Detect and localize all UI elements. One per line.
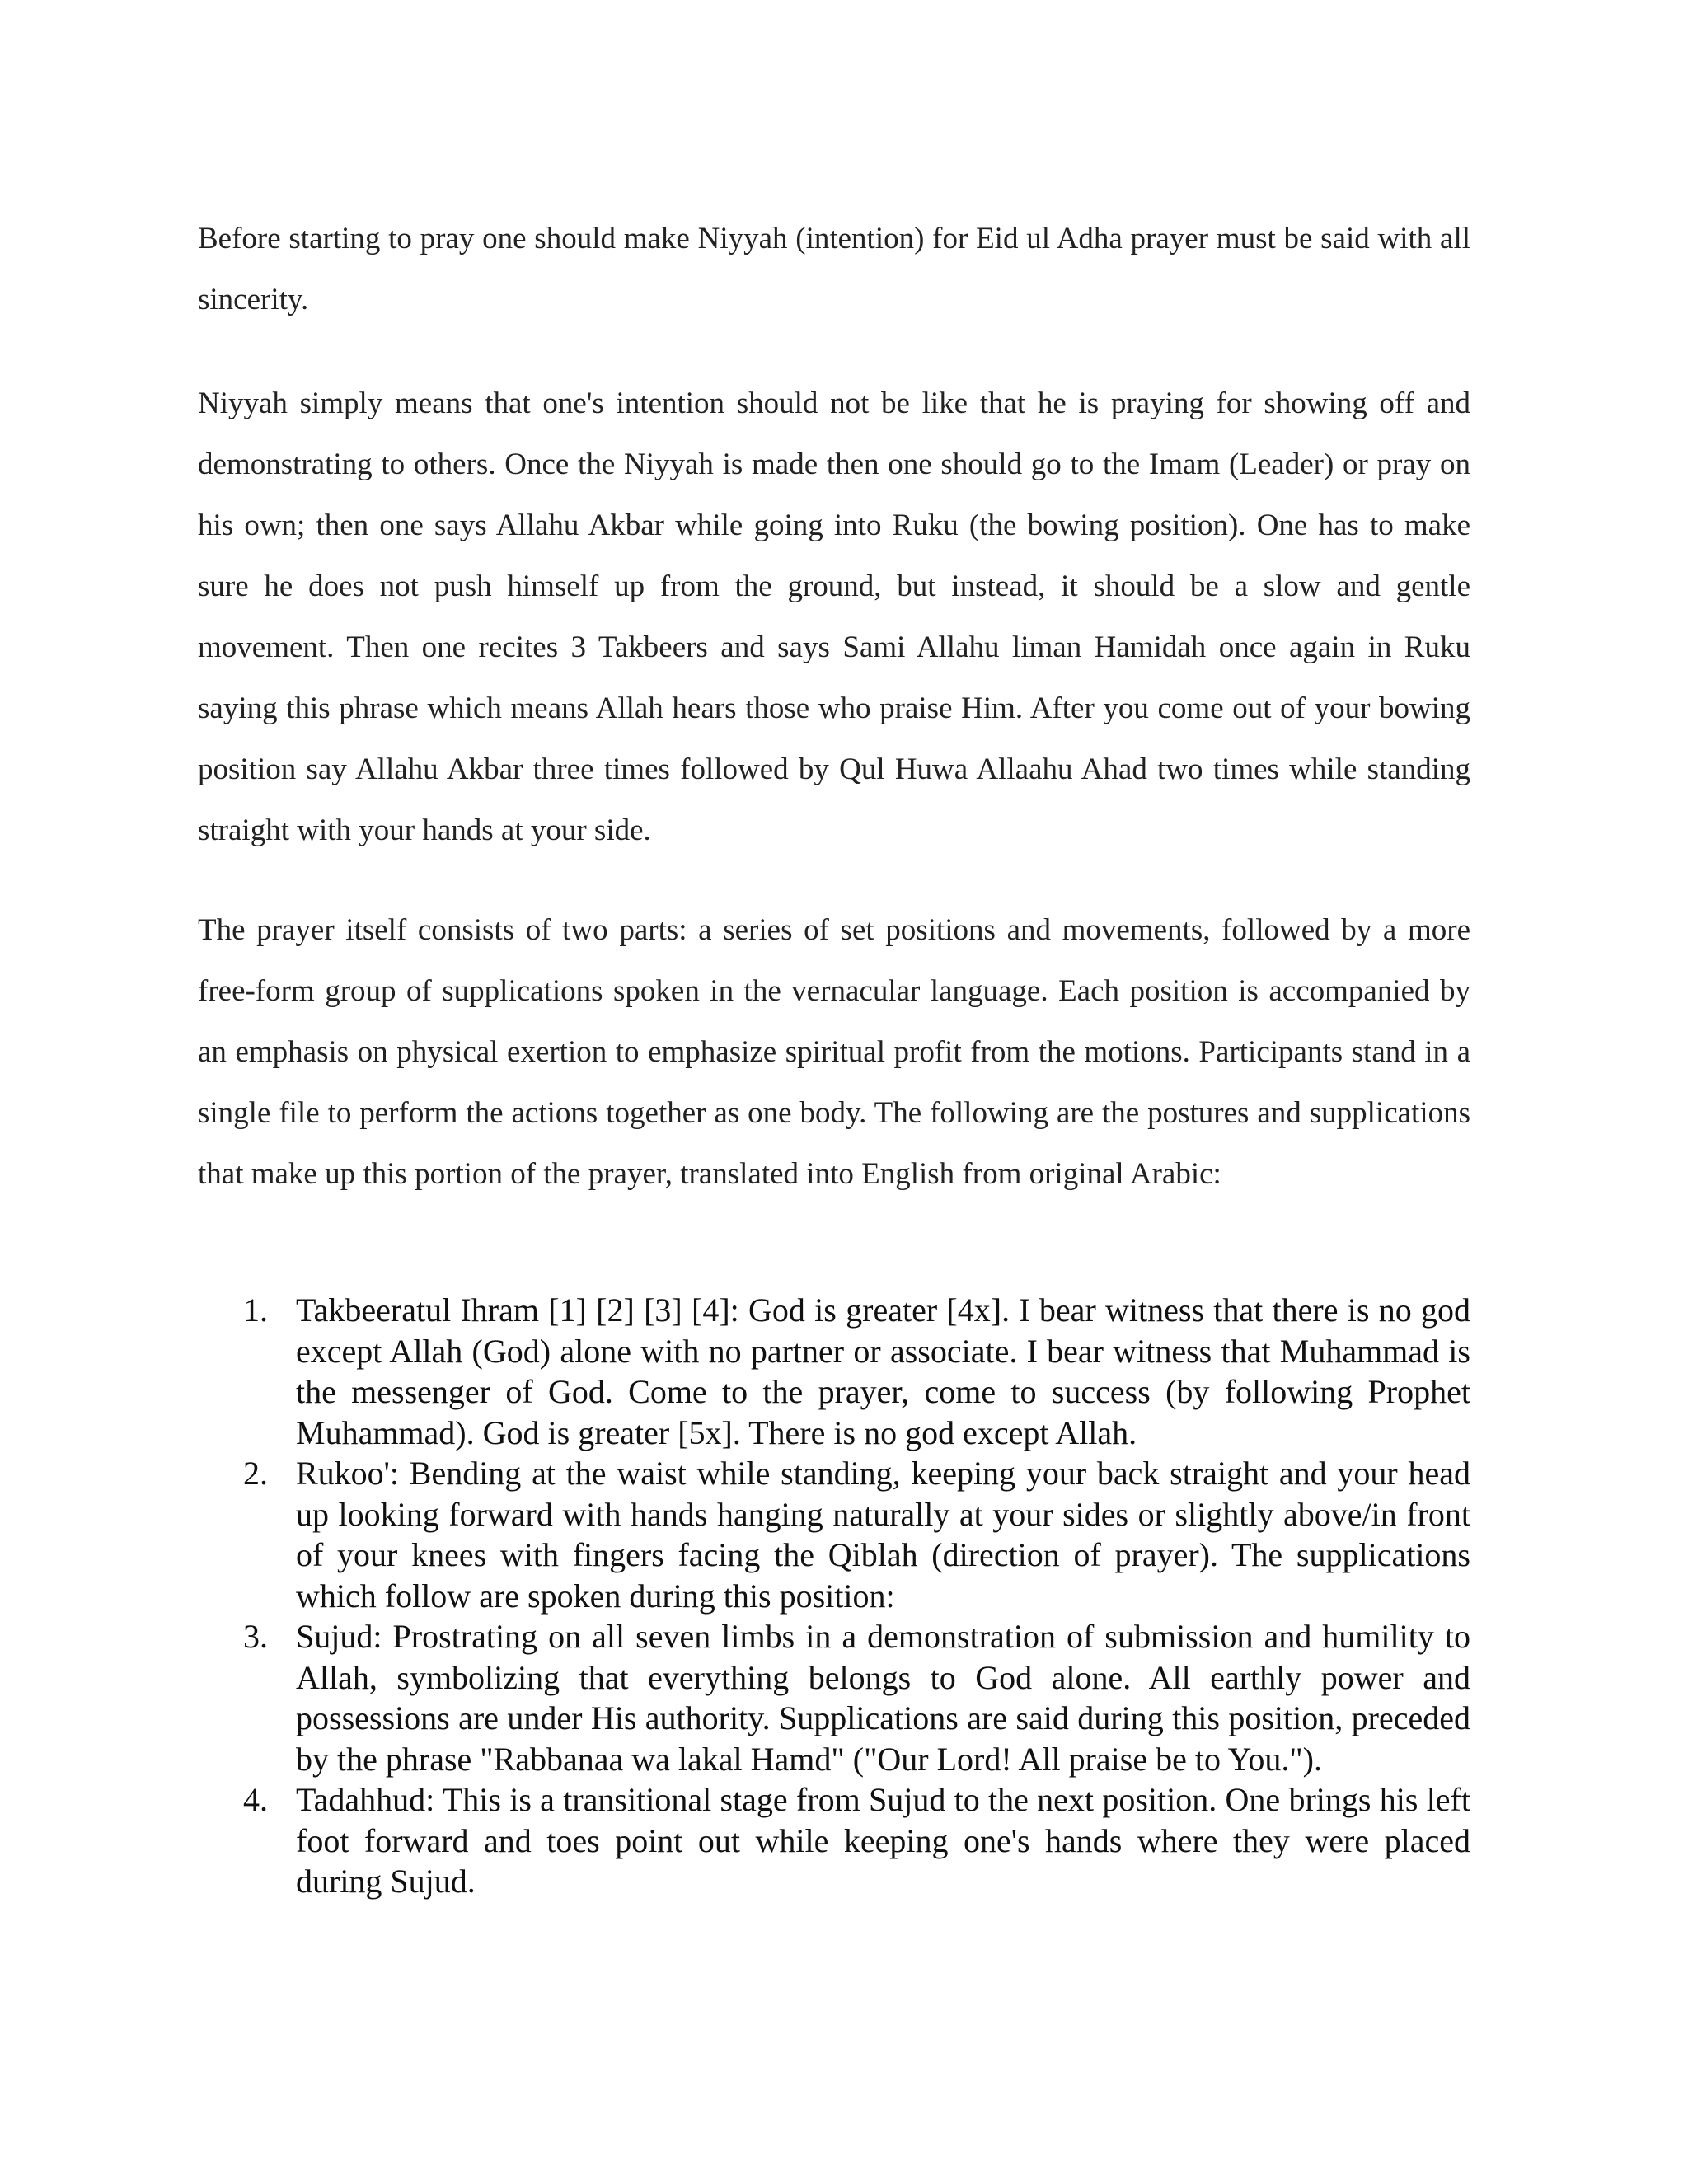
list-item-number: 3. [243,1618,268,1655]
prayer-steps-list [198,1290,1470,1902]
list-item [198,1453,1470,1616]
paragraph-niyyah-intro: Before starting to pray one should make Niyyah (intention) for Eid ul Adha prayer must be said with all sincerity. [198,222,1470,316]
list-item-number: 4. [243,1781,268,1818]
list-item-number: 1. [243,1291,268,1329]
paragraph-prayer-parts: The prayer itself consists of two parts: a series of set positions and movements, followed by a more free-form group of supplications spoken in the vernacular language. Each position is accompanied by an emphasis on physical exertion to emphasize spiritual profit from the motions. Participants stand in a single file to perform the actions together as one body. The following are the postures and supplications that make up this portion of the prayer, translated into English from original Arabic: [198,913,1470,1191]
list-item-text: Takbeeratul Ihram [1] [2] [3] [4]: God is greater [4x]. I bear witness that there is no god except Allah (God) alone with no partner or associate. I bear witness that Muhammad is the messenger of God. Come to the prayer, come to success (by following Prophet Muhammad). God is greater [5x]. There is no god except Allah. [296,1291,1470,1451]
list-item [198,1616,1470,1779]
list-item [198,1779,1470,1902]
list-item-text: Tadahhud: This is a transitional stage from Sujud to the next position. One brings his left foot forward and toes point out while keeping one's hands where they were placed during Sujud. [296,1781,1470,1900]
list-item-text: Sujud: Prostrating on all seven limbs in a demonstration of submission and humility to Allah, symbolizing that everything belongs to God alone. All earthly power and possessions are under His authority. Supplications are said during this position, preceded by the phrase "Rabbanaa wa lakal Hamd" ("Our Lord! All praise be to You."). [296,1618,1470,1778]
paragraph-niyyah-meaning: Niyyah simply means that one's intention should not be like that he is praying for showing off and demonstrating to others. Once the Niyyah is made then one should go to the Imam (Leader) or pray on his own; then one says Allahu Akbar while going into Ruku (the bowing position). One has to make sure he does not push himself up from the ground, but instead, it should be a slow and gentle movement. Then one recites 3 Takbeers and says Sami Allahu liman Hamidah once again in Ruku saying this phrase which means Allah hears those who praise Him. After you come out of your bowing position say Allahu Akbar three times followed by Qul Huwa Allaahu Ahad two times while standing straight with your hands at your side. [198,387,1470,847]
list-item [198,1290,1470,1453]
list-item-text: Rukoo': Bending at the waist while standing, keeping your back straight and your head up looking forward with hands hanging naturally at your sides or slightly above/in front of your knees with fingers facing the Qiblah (direction of prayer). The supplications which follow are spoken during this position: [296,1455,1470,1615]
list-item-number: 2. [243,1455,268,1492]
